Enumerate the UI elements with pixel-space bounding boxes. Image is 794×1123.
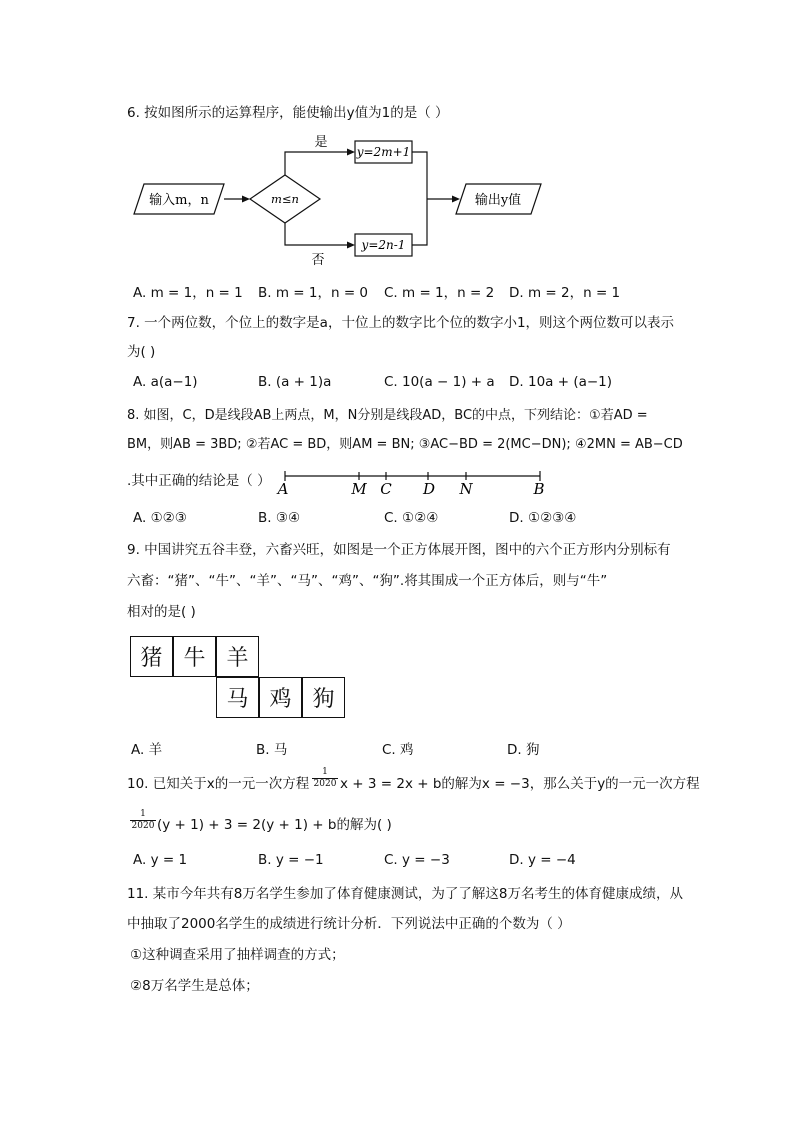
q9-option-d: D. 狗: [507, 742, 540, 758]
net-cell-sheep: 羊: [216, 636, 259, 677]
q6-stem: 6. 按如图所示的运算程序，能使输出y值为1的是（ ）: [127, 105, 449, 121]
q11-item2: ②8万名学生是总体；: [130, 978, 259, 994]
q7-option-c: C. 10(a − 1) + a: [384, 374, 495, 390]
q10-option-b: B. y = −1: [258, 852, 324, 868]
q10-option-a: A. y = 1: [133, 852, 188, 868]
q7-option-a: A. a(a−1): [133, 374, 198, 390]
flow-yes-label: 是: [314, 135, 328, 150]
frac-den: 2020: [131, 821, 155, 831]
flow-condition-label: m≤n: [271, 192, 299, 206]
q7-line2: 为( ): [127, 344, 156, 360]
net-cell-dog: 狗: [302, 677, 345, 718]
q7-option-d: D. 10a + (a−1): [509, 374, 613, 390]
q10-option-c: C. y = −3: [384, 852, 450, 868]
q7-option-b: B. (a + 1)a: [258, 374, 332, 390]
q8-line3: .其中正确的结论是（ ）: [127, 473, 271, 489]
net-cell-chicken: 鸡: [259, 677, 302, 718]
q11-line2: 中抽取了2000名学生的成绩进行统计分析．下列说法中正确的个数为（ ）: [127, 916, 571, 932]
q9-option-c: C. 鸡: [382, 742, 414, 758]
q8-option-c: C. ①②④: [384, 510, 439, 526]
q6-option-d: D. m = 2，n = 1: [509, 285, 621, 301]
flow-yes-box-label: y=2m+1: [356, 145, 411, 159]
net-cell-pig: 猪: [130, 636, 173, 677]
q9-option-a: A. 羊: [131, 742, 163, 758]
q10-line2-b: (y + 1) + 3 = 2(y + 1) + b的解为( ): [157, 817, 392, 833]
q10-option-d: D. y = −4: [509, 852, 576, 868]
q8-option-b: B. ③④: [258, 510, 301, 526]
net-cell-horse: 马: [216, 677, 259, 718]
q6-option-c: C. m = 1，n = 2: [384, 285, 495, 301]
q6-option-b: B. m = 1，n = 0: [258, 285, 369, 301]
q8-point-A: A: [277, 480, 289, 498]
q10-line1-a: 10. 已知关于x的一元一次方程: [127, 776, 310, 792]
flow-no-label: 否: [311, 253, 325, 268]
q8-option-a: A. ①②③: [133, 510, 187, 526]
q11-line1: 11. 某市今年共有8万名学生参加了体育健康测试，为了了解这8万名考生的体育健康成绩，从: [127, 886, 683, 902]
q8-point-N: N: [459, 480, 473, 498]
q10-fraction-1: [312, 767, 338, 790]
net-cell-ox: 牛: [173, 636, 216, 677]
q6-option-a: A. m = 1，n = 1: [133, 285, 243, 301]
q9-line2: 六畜：“猪”、“牛”、“羊”、“马”、“鸡”、“狗”.将其围成一个正方体后，则与“牛”: [127, 573, 608, 589]
frac-num: 1: [312, 767, 338, 779]
q8-point-M: M: [351, 480, 367, 498]
q9-option-b: B. 马: [256, 742, 288, 758]
q10-fraction-2: [130, 809, 156, 832]
q11-item1: ①这种调查采用了抽样调查的方式；: [130, 947, 345, 963]
q10-line1-b: x + 3 = 2x + b的解为x = −3，那么关于y的一元一次方程: [340, 776, 700, 792]
flow-no-box-label: y=2n-1: [361, 238, 406, 252]
frac-num: 1: [130, 809, 156, 821]
frac-den: 2020: [313, 779, 337, 789]
q9-line3: 相对的是( ): [127, 604, 196, 620]
q8-line1: 8. 如图，C，D是线段AB上两点，M，N分别是线段AD，BC的中点，下列结论：①若AD =: [127, 408, 648, 423]
q8-option-d: D. ①②③④: [509, 510, 577, 526]
q9-line1: 9. 中国讲究五谷丰登，六畜兴旺，如图是一个正方体展开图，图中的六个正方形内分别标有: [127, 542, 671, 558]
q8-point-B: B: [533, 480, 545, 498]
q7-line1: 7. 一个两位数，个位上的数字是a，十位上的数字比个位的数字小1，则这个两位数可以表示: [127, 315, 675, 331]
flow-output-label: 输出y值: [474, 193, 522, 208]
q8-line2: BM，则AB = 3BD; ②若AC = BD，则AM = BN; ③AC−BD = 2(MC−DN); ④2MN = AB−CD: [127, 437, 683, 452]
q8-point-D: D: [422, 480, 436, 498]
flow-input-label: 输入m，n: [149, 193, 209, 208]
q8-point-C: C: [380, 480, 392, 498]
